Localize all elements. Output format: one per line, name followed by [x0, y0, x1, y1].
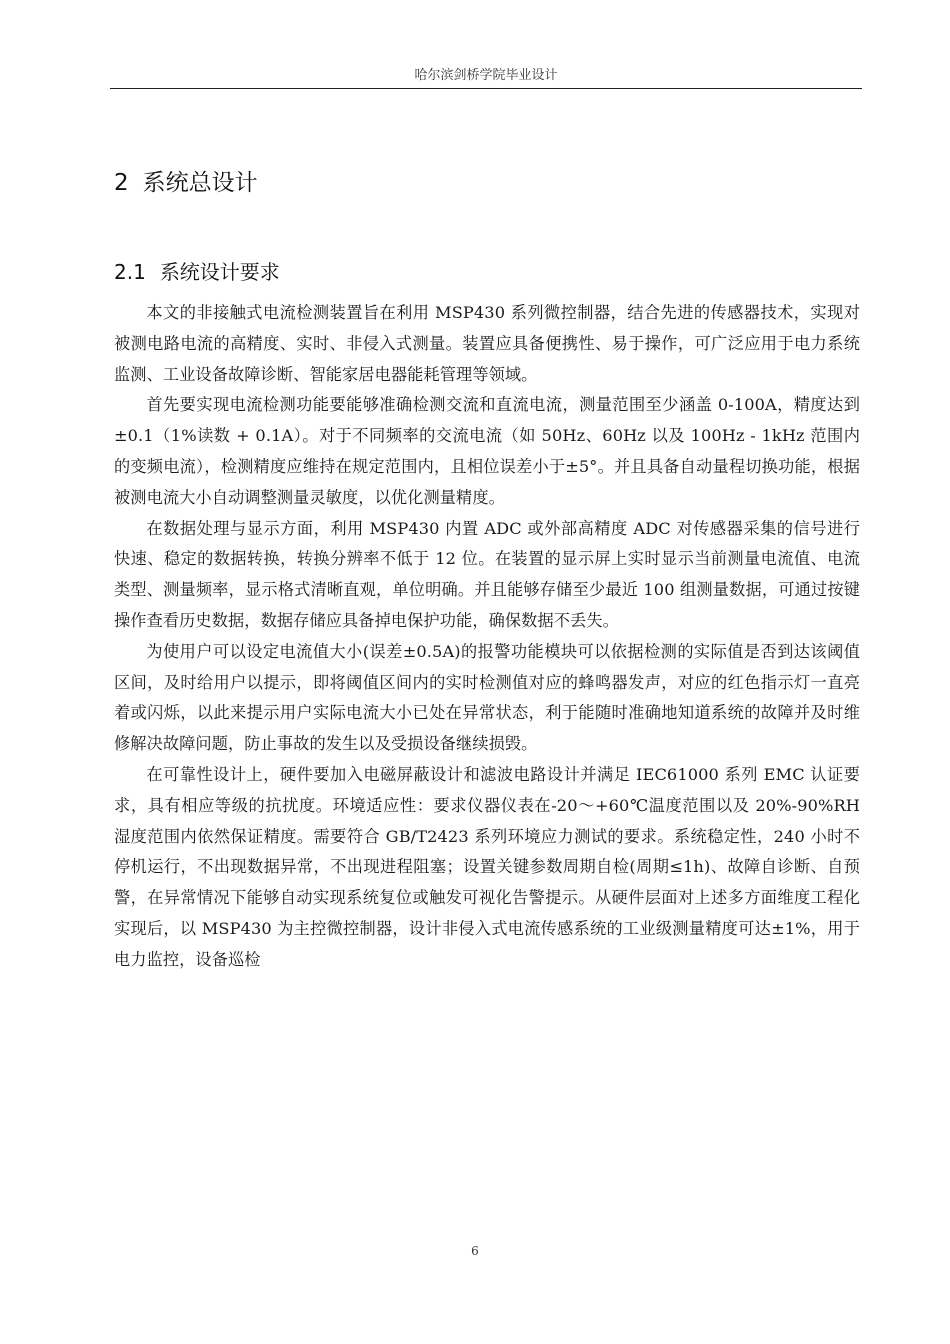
- chapter-title: [114, 164, 258, 197]
- paragraph-reliability: 在可靠性设计上，硬件要加入电磁屏蔽设计和滤波电路设计并满足 IEC61000 系列 EMC 认证要求，具有相应等级的抗扰度。环境适应性：要求仪器仪表在-20～+60℃温度范围以及 20%-90%RH 湿度范围内依然保证精度。需要符合 GB/T2423 系列环境应力测试的要求。系统稳定性，240 小时不停机运行，不出现数据异常，不出现进程阻塞；设置关键参数周期自检(周期≤1h)、故障自诊断、自预警，在异常情况下能够自动实现系统复位或触发可视化告警提示。从硬件层面对上述多方面维度工程化实现后，以 MSP430 为主控微控制器，设计非侵入式电流传感系统的工业级测量精度可达±1%，用于电力监控，设备巡检: [114, 764, 860, 969]
- page-number: 6: [471, 1244, 479, 1258]
- chapter-title-text: 系统总设计: [142, 170, 258, 196]
- chapter-number: 2: [114, 170, 129, 196]
- section-title-text: 系统设计要求: [159, 260, 280, 284]
- section-number: 2.1: [114, 260, 146, 284]
- paragraph-alarm: 为使用户可以设定电流值大小(误差±0.5A)的报警功能模块可以依据检测的实际值是否到达该阈值区间，及时给用户以提示，即将阈值区间内的实时检测值对应的蜂鸣器发声，对应的红色指示灯一直亮着或闪烁，以此来提示用户实际电流大小已处在异常状态，利于能随时准确地知道系统的故障并及时维修解决故障问题，防止事故的发生以及受损设备继续损毁。: [114, 641, 860, 754]
- body-text: [114, 298, 860, 976]
- paragraph-data-processing: 在数据处理与显示方面，利用 MSP430 内置 ADC 或外部高精度 ADC 对传感器采集的信号进行快速、稳定的数据转换，转换分辨率不低于 12 位。在装置的显示屏上实时显示当前测量电流值、电流类型、测量频率，显示格式清晰直观，单位明确。并且能够存储至少最近 100 组测量数据，可通过按键操作查看历史数据，数据存储应具备掉电保护功能，确保数据不丢失。: [114, 518, 860, 630]
- header-rule: [110, 88, 862, 89]
- paragraph-intro: 本文的非接触式电流检测装置旨在利用 MSP430 系列微控制器，结合先进的传感器技术，实现对被测电路电流的高精度、实时、非侵入式测量。装置应具备便携性、易于操作，可广泛应用于电力系统监测、工业设备故障诊断、智能家居电器能耗管理等领域。: [114, 303, 860, 384]
- paragraph-current-detection: 首先要实现电流检测功能要能够准确检测交流和直流电流，测量范围至少涵盖 0-100A，精度达到 ±0.1（1%读数 + 0.1A）。对于不同频率的交流电流（如 50Hz、60Hz 以及 100Hz - 1kHz 范围内的变频电流），检测精度应维持在规定范围内，且相位误差小于±5°。并且具备自动量程切换功能，根据被测电流大小自动调整测量灵敏度，以优化测量精度。: [114, 395, 860, 507]
- running-header: 哈尔滨剑桥学院毕业设计: [414, 68, 558, 83]
- section-title: [114, 256, 280, 285]
